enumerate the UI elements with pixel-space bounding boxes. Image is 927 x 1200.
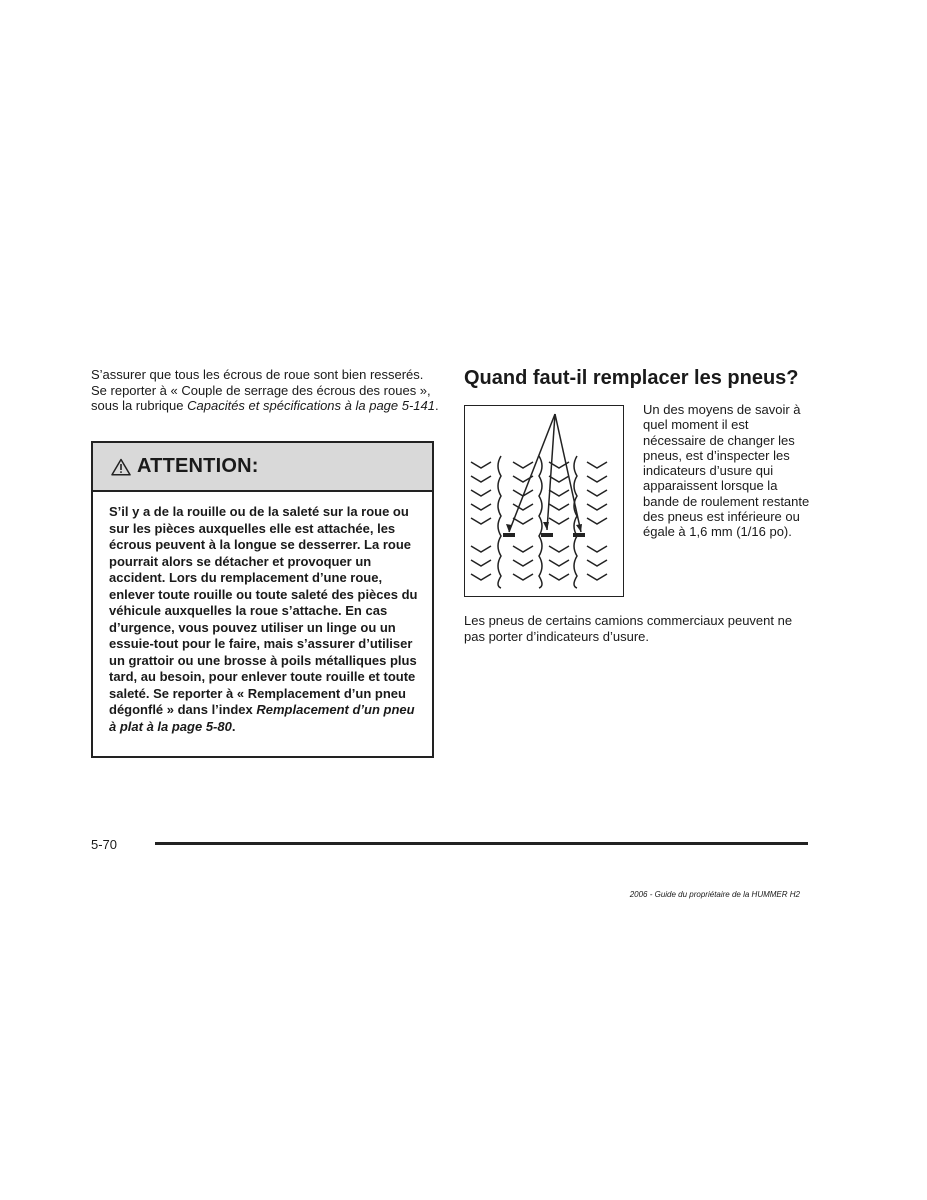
attention-header [93, 443, 432, 492]
section-heading: Quand faut-il remplacer les pneus? [464, 367, 799, 389]
attention-box [91, 441, 434, 758]
attention-body [93, 492, 432, 735]
intro-reference: Capacités et spécifications à la page 5-141 [187, 398, 436, 413]
warning-triangle-icon [111, 458, 131, 476]
attention-text: S’il y a de la rouille ou de la saleté sur la roue ou sur les pièces auxquelles elle est attachée, les écrous peuvent à la longue se desserrer. La roue pourrait alors se détacher et provoquer un accident. Lors du remplacement d’une roue, enlever toute rouille ou toute saleté des pièces du véhicule auxquelles la roue s’attache. En cas d’urgence, vous pouvez utiliser un linge ou un essuie-tout pour le faire, mais s’assurer d’utiliser un grattoir ou une brosse à poils métalliques plus tard, au besoin, pour enlever toute rouille et toute saleté. Se reporter à « Remplacement d’un pneu dégonflé » dans l’index [109, 504, 418, 717]
intro-text: S’assurer que tous les écrous de roue sont bien resserés. Se reporter à « Couple de serrage des écrous des roues », sous la rubrique [91, 367, 431, 413]
footer-rule [155, 842, 808, 845]
intro-paragraph [91, 367, 441, 414]
tire-tread-drawing [465, 406, 622, 595]
attention-end: . [231, 718, 236, 734]
intro-end: . [435, 398, 439, 413]
attention-reference: Remplacement d’un pneu à plat à la page 5-80 [109, 702, 415, 734]
guide-title: 2006 - Guide du propriétaire de la HUMMER H2 [629, 890, 800, 899]
commercial-tires-note: Les pneus de certains camions commerciaux peuvent ne pas porter d’indicateurs d’usure. [464, 613, 793, 644]
wear-indicator-text: Un des moyens de savoir à quel moment il est nécessaire de changer les pneus, est d’inspecter les indicateurs d’usure qui apparaissent lorsque la bande de roulement restante des pneus est inférieure ou égale à 1,6 mm (1/16 po). [643, 402, 810, 540]
attention-title: ATTENTION: [137, 455, 259, 477]
page-number: 5-70 [91, 837, 118, 852]
tire-tread-illustration [464, 405, 624, 597]
